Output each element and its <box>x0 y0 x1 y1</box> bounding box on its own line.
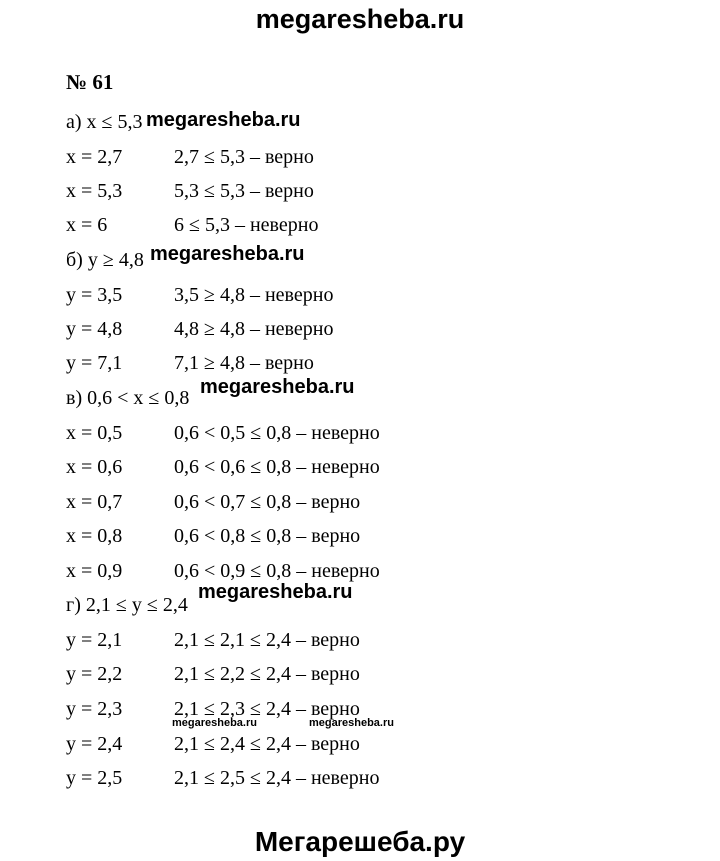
section-a-row-2-value: x = 5,3 <box>66 180 123 202</box>
section-b-row-2-value: y = 4,8 <box>66 318 123 340</box>
problem-number: № 61 <box>66 70 114 94</box>
watermark-small: megaresheba.ru <box>172 717 257 729</box>
section-g-row-3-check: 2,1 ≤ 2,3 ≤ 2,4 – верно <box>174 698 360 720</box>
watermark: megaresheba.ru <box>146 109 301 131</box>
section-v-row-3-value: x = 0,7 <box>66 491 123 513</box>
section-v-row-2-value: x = 0,6 <box>66 456 123 478</box>
section-g-row-4-value: y = 2,4 <box>66 733 123 755</box>
section-v-row-2-check: 0,6 < 0,6 ≤ 0,8 – неверно <box>174 456 380 478</box>
section-g-row-5-value: y = 2,5 <box>66 767 123 789</box>
section-g-row-3-value: y = 2,3 <box>66 698 123 720</box>
section-b-row-3-value: y = 7,1 <box>66 352 123 374</box>
section-v-heading: в) 0,6 < x ≤ 0,8 <box>66 387 190 409</box>
section-g-row-4-check: 2,1 ≤ 2,4 ≤ 2,4 – верно <box>174 733 360 755</box>
section-v-row-5-value: x = 0,9 <box>66 560 123 582</box>
section-v-row-1-check: 0,6 < 0,5 ≤ 0,8 – неверно <box>174 422 380 444</box>
section-g-row-2-value: y = 2,2 <box>66 663 123 685</box>
section-a-row-1-check: 2,7 ≤ 5,3 – верно <box>174 146 314 168</box>
section-v-row-3-check: 0,6 < 0,7 ≤ 0,8 – верно <box>174 491 361 513</box>
section-v-row-4-value: x = 0,8 <box>66 525 123 547</box>
section-a-row-1-value: x = 2,7 <box>66 146 123 168</box>
section-g-row-2-check: 2,1 ≤ 2,2 ≤ 2,4 – верно <box>174 663 360 685</box>
watermark-small: megaresheba.ru <box>309 717 394 729</box>
section-a-row-3-check: 6 ≤ 5,3 – неверно <box>174 214 319 236</box>
section-a-row-3-value: x = 6 <box>66 214 108 236</box>
section-g-row-1-check: 2,1 ≤ 2,1 ≤ 2,4 – верно <box>174 629 360 651</box>
section-a-heading: а) x ≤ 5,3 <box>66 111 143 133</box>
section-v-row-4-check: 0,6 < 0,8 ≤ 0,8 – верно <box>174 525 361 547</box>
section-v-row-1-value: x = 0,5 <box>66 422 123 444</box>
section-b-row-1-check: 3,5 ≥ 4,8 – неверно <box>174 284 334 306</box>
watermark: megaresheba.ru <box>200 376 355 398</box>
site-header: megaresheba.ru <box>255 4 465 34</box>
section-v-row-5-check: 0,6 < 0,9 ≤ 0,8 – неверно <box>174 560 380 582</box>
section-g-row-1-value: y = 2,1 <box>66 629 123 651</box>
section-b-row-1-value: y = 3,5 <box>66 284 123 306</box>
section-b-row-2-check: 4,8 ≥ 4,8 – неверно <box>174 318 334 340</box>
section-g-heading: г) 2,1 ≤ y ≤ 2,4 <box>66 594 188 616</box>
section-a-row-2-check: 5,3 ≤ 5,3 – верно <box>174 180 314 202</box>
section-b-row-3-check: 7,1 ≥ 4,8 – верно <box>174 352 314 374</box>
watermark: megaresheba.ru <box>150 243 305 265</box>
section-g-row-5-check: 2,1 ≤ 2,5 ≤ 2,4 – неверно <box>174 767 380 789</box>
site-footer: Мегарешеба.ру <box>254 826 466 857</box>
section-b-heading: б) y ≥ 4,8 <box>66 249 144 271</box>
watermark: megaresheba.ru <box>198 581 353 603</box>
